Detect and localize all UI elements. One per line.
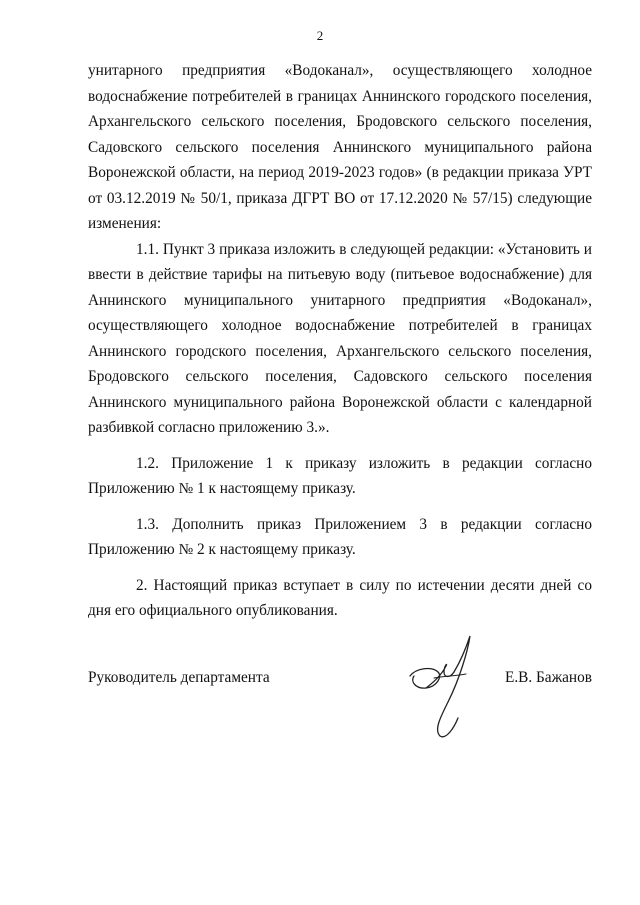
paragraph-1-1: 1.1. Пункт 3 приказа изложить в следующей редакции: «Установить и ввести в действие тарифы на питьевую воду (питьевое водоснабжение) для Аннинского муниципального унитарного предприятия «Водоканал», осуществляющего холодное водоснабжение потребителей в границах Аннинского городского поселения, Архангельского сельского поселения, Бродовского сельского поселения, Садовского сельского поселения Аннинского муниципального района Воронежской области с календарной разбивкой согласно приложению 3.». bbox=[88, 240, 592, 436]
paragraph-1-2: 1.2. Приложение 1 к приказу изложить в редакции согласно Приложению № 1 к настоящему приказу. bbox=[88, 454, 592, 497]
paragraph-continuation: унитарного предприятия «Водоканал», осуществляющего холодное водоснабжение потребителей в границах Аннинского городского поселения, Архангельского сельского поселения, Бродовского сельского поселения, Садовского сельского поселения Аннинского муниципального района Воронежской области, на период 2019-2023 годов» (в редакции приказа УРТ от 03.12.2019 № 50/1, приказа ДГРТ ВО от 17.12.2020 № 57/15) следующие изменения: bbox=[88, 62, 592, 232]
document-body bbox=[88, 58, 592, 624]
paragraph-2: 2. Настоящий приказ вступает в силу по истечении десяти дней со дня его официального опубликования. bbox=[88, 576, 592, 619]
signer-position: Руководитель департамента bbox=[88, 669, 270, 686]
signer-name: Е.В. Бажанов bbox=[504, 669, 592, 686]
page-number: 2 bbox=[316, 28, 324, 43]
paragraph-1-3: 1.3. Дополнить приказ Приложением 3 в редакции согласно Приложению № 2 к настоящему приказу. bbox=[88, 515, 592, 558]
handwritten-signature bbox=[404, 632, 490, 752]
signature-block bbox=[88, 665, 592, 691]
